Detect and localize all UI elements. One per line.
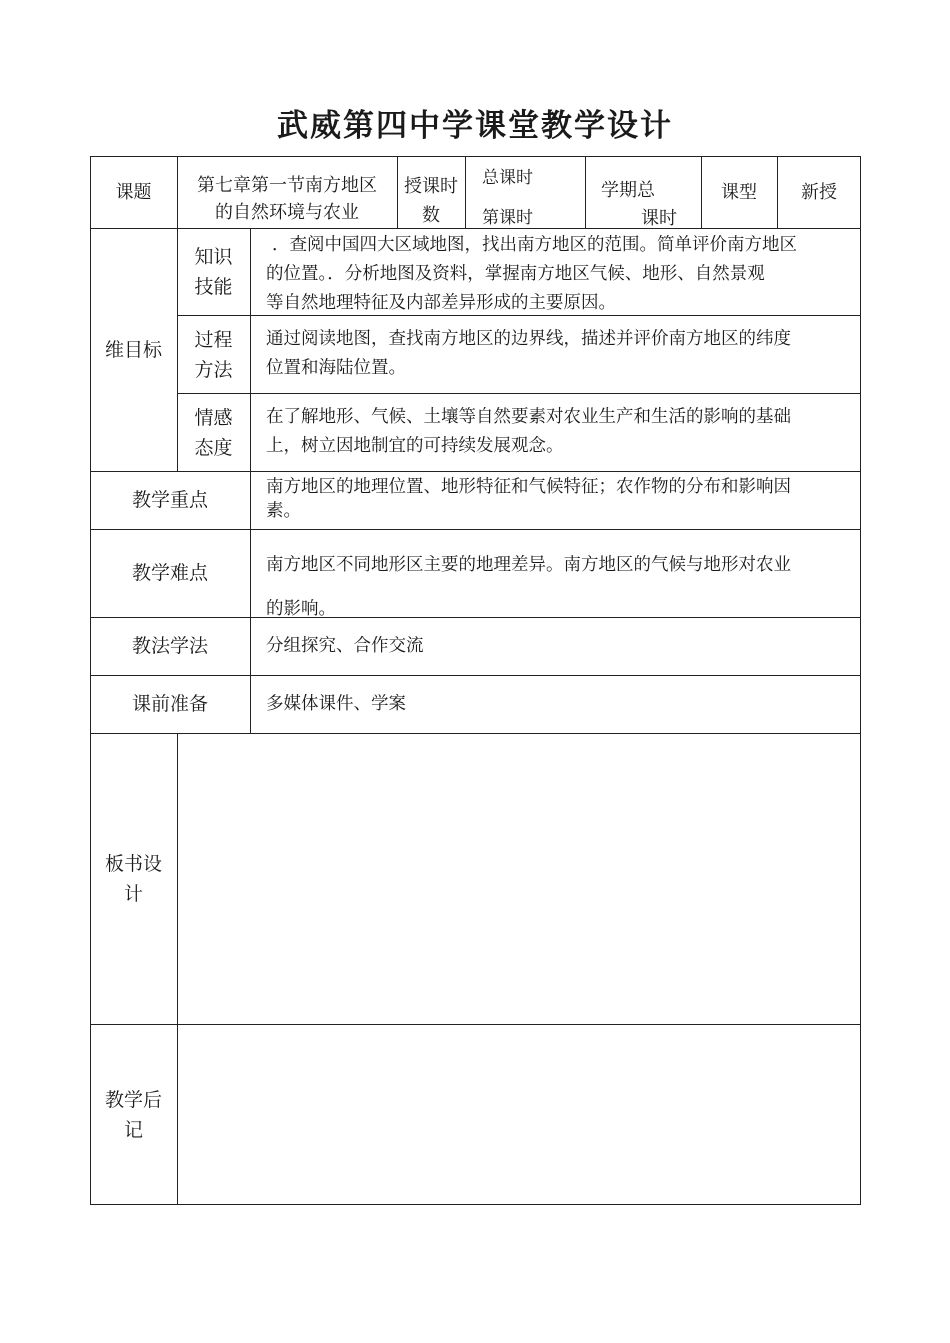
process-text-line: 通过阅读地图，查找南方地区的边界线，描述并评价南方地区的纬度 (266, 329, 791, 349)
emotion-label-line: 情感 (194, 406, 233, 429)
subject-value-line: 第七章第一节南方地区 (197, 175, 377, 196)
term-total-label (585, 156, 701, 229)
emotion-text (250, 393, 861, 472)
process-text-line: 位置和海陆位置。 (266, 358, 406, 378)
methods-label: 教法学法 (131, 635, 208, 657)
reflection-area[interactable] (177, 1024, 861, 1205)
key-points-label: 教学重点 (131, 489, 208, 511)
difficulties-label: 教学难点 (131, 562, 208, 584)
objectives-label: 维目标 (104, 338, 162, 361)
preparation-text: 多媒体课件、学案 (266, 694, 406, 714)
knowledge-text (250, 228, 861, 316)
knowledge-label (177, 228, 250, 316)
process-text (250, 315, 861, 394)
reflection-label (90, 1024, 177, 1205)
type-label: 课型 (721, 182, 757, 203)
emotion-text-line: 上，树立因地制宜的可持续发展观念。 (266, 436, 564, 456)
page-title: 武威第四中学课堂教学设计 (277, 108, 673, 144)
process-label (177, 315, 250, 394)
key-points-line: 素。 (266, 501, 301, 521)
hours-label-line: 数 (422, 205, 440, 226)
knowledge-label-line: 知识 (194, 246, 233, 268)
knowledge-text-line: 等自然地理特征及内部差异形成的主要原因。 (266, 293, 616, 313)
emotion-label-line: 态度 (194, 436, 233, 459)
preparation-label: 课前准备 (131, 693, 208, 715)
hours-value (465, 156, 585, 229)
board-design-label (90, 733, 177, 1025)
hours-label-line: 授课时 (404, 176, 458, 197)
key-points-text (250, 471, 861, 530)
process-label-line: 方法 (194, 358, 233, 381)
reflection-label-line: 教学后 (104, 1088, 162, 1111)
term-total-line: 课时 (641, 208, 677, 229)
subject-value (177, 156, 397, 229)
subject-value-line: 的自然环境与农业 (215, 202, 359, 223)
lesson-plan-table (90, 156, 861, 1205)
emotion-label (177, 393, 250, 472)
total-hours-label: 总课时 (482, 168, 533, 188)
subject-label: 课题 (115, 182, 152, 203)
difficulties-line: 的影响。 (266, 599, 336, 619)
emotion-text-line: 在了解地形、气候、土壤等自然要素对农业生产和生活的影响的基础 (266, 407, 791, 427)
difficulties-line: 南方地区不同地形区主要的地理差异。南方地区的气候与地形对农业 (266, 555, 791, 575)
knowledge-text-line: ．查阅中国四大区域地图，找出南方地区的范围。简单评价南方地区 (272, 235, 797, 255)
knowledge-text-line: 的位置。．分析地图及资料，掌握南方地区气候、地形、自然景观 (266, 264, 765, 284)
term-total-line: 学期总 (601, 180, 655, 201)
board-design-area[interactable] (177, 733, 861, 1025)
methods-text: 分组探究、合作交流 (266, 636, 424, 656)
difficulties-text (250, 529, 861, 618)
process-label-line: 过程 (194, 328, 233, 351)
board-design-label-line: 计 (123, 883, 143, 905)
type-value: 新授 (801, 182, 837, 203)
hours-label (397, 156, 465, 229)
nth-hour-label: 第课时 (482, 208, 533, 228)
knowledge-label-line: 技能 (194, 276, 233, 298)
board-design-label-line: 板书设 (104, 853, 162, 875)
reflection-label-line: 记 (123, 1118, 143, 1141)
key-points-line: 南方地区的地理位置、地形特征和气候特征；农作物的分布和影响因 (266, 477, 791, 497)
